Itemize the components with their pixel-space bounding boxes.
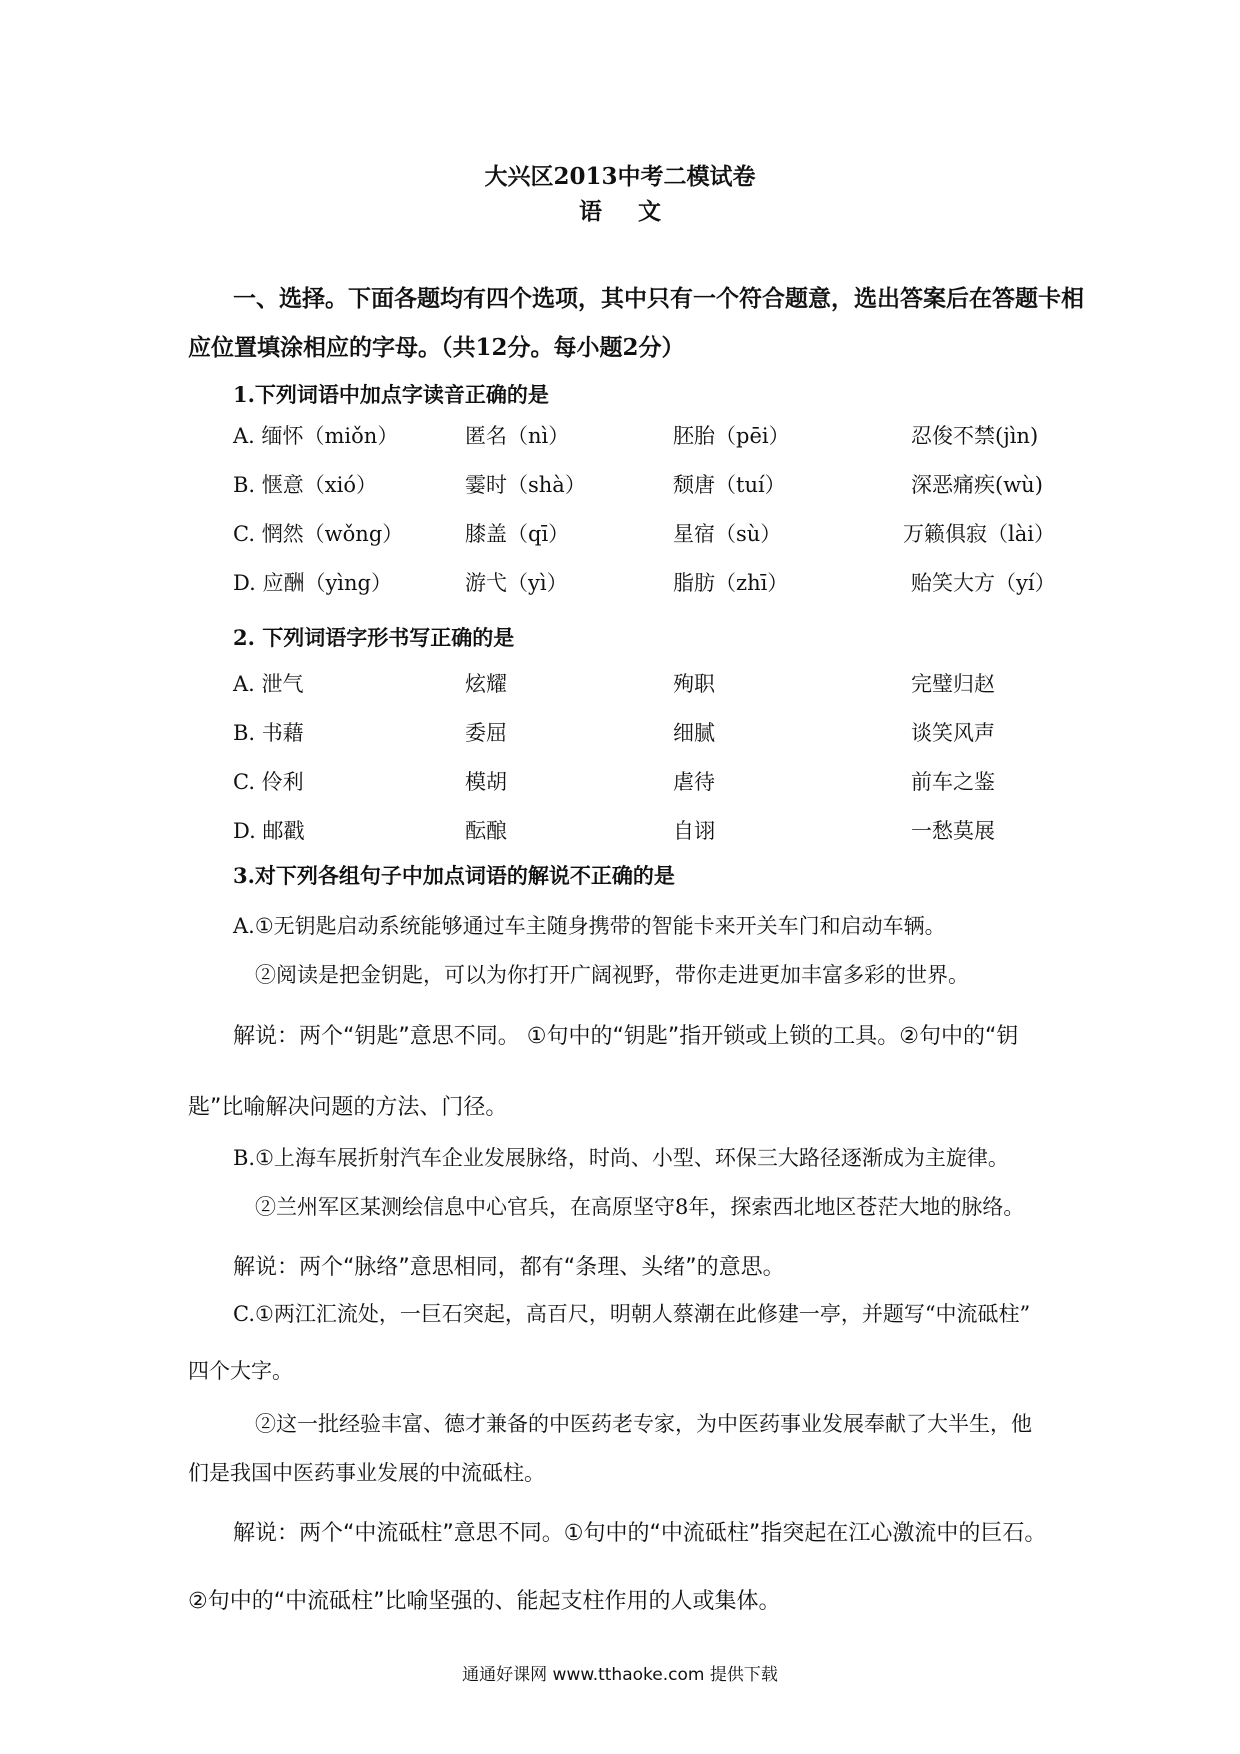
q3-b-sentence2: ②兰州军区某测绘信息中心官兵，在高原坚守8年，探索西北地区苍茫大地的脉络。 xyxy=(255,1195,1025,1219)
q2-option: C. 伶利 xyxy=(233,770,304,794)
q2-option: 炫耀 xyxy=(465,672,507,696)
q1-row-b xyxy=(233,469,1093,499)
q2-option: D. 邮戳 xyxy=(233,819,305,843)
q3-c-sentence1-cont: 四个大字。 xyxy=(188,1359,293,1383)
q3-b-explanation: 解说：两个“脉络”意思相同，都有“条理、头绪”的意思。 xyxy=(233,1255,785,1280)
q1-row-d xyxy=(233,567,1093,597)
q3-b-sentence1: B.①上海车展折射汽车企业发展脉络，时尚、小型、环保三大路径逐渐成为主旋律。 xyxy=(233,1146,1009,1170)
q1-option: D. 应酬（yìng） xyxy=(233,571,392,595)
q2-row-b xyxy=(233,717,1093,747)
q2-option: 殉职 xyxy=(673,672,715,696)
q3-c-explanation2: ②句中的“中流砥柱”比喻坚强的、能起支柱作用的人或集体。 xyxy=(188,1589,781,1614)
subject-title: 语 文 xyxy=(578,198,675,225)
q2-option: B. 书藉 xyxy=(233,721,304,745)
q3-a-sentence1: A.①无钥匙启动系统能够通过车主随身携带的智能卡来开关车门和启动车辆。 xyxy=(233,914,946,938)
q2-option: 一愁莫展 xyxy=(911,819,995,843)
q2-row-a xyxy=(233,668,1093,698)
exam-title: 大兴区2013中考二模试卷 xyxy=(484,163,756,190)
q2-option: 前车之鉴 xyxy=(911,770,995,794)
q2-option: 酝酿 xyxy=(465,819,507,843)
q1-option: 霎时（shà） xyxy=(465,473,586,497)
q2-option: 细腻 xyxy=(673,721,715,745)
q1-option: C. 惘然（wǒng） xyxy=(233,522,404,546)
q1-option: 深恶痛疾(wù) xyxy=(911,473,1043,497)
q1-row-a xyxy=(233,420,1093,450)
q2-option: 自诩 xyxy=(673,819,715,843)
q2-option: 虐待 xyxy=(673,770,715,794)
q1-option: 贻笑大方（yí） xyxy=(911,571,1056,595)
q1-option: 忍俊不禁(jìn) xyxy=(911,424,1039,448)
q1-option: 星宿（sù） xyxy=(673,522,782,546)
q3-a-sentence2: ②阅读是把金钥匙，可以为你打开广阔视野，带你走进更加丰富多彩的世界。 xyxy=(255,963,969,987)
page-footer: 通通好课网 www.tthaoke.com 提供下载 xyxy=(462,1665,778,1685)
q3-c-sentence1: C.①两江汇流处，一巨石突起，高百尺，明朝人蔡潮在此修建一亭，并题写“中流砥柱” xyxy=(233,1302,1031,1326)
q2-option: 谈笑风声 xyxy=(911,721,995,745)
q1-option: 脂肪（zhī） xyxy=(673,571,789,595)
q2-option: A. 泄气 xyxy=(233,672,304,696)
q1-option: A. 缅怀（miǒn） xyxy=(233,424,399,448)
q1-option: 游弋（yì） xyxy=(465,571,568,595)
q1-stem: 1.下列词语中加点字读音正确的是 xyxy=(233,382,549,407)
q1-option: 颓唐（tuí） xyxy=(673,473,786,497)
q3-a-explanation2: 匙”比喻解决问题的方法、门径。 xyxy=(188,1095,508,1120)
section1-line2: 应位置填涂相应的字母。（共12分。每小题2分） xyxy=(188,334,685,361)
q2-option: 模胡 xyxy=(465,770,507,794)
q1-option: 胚胎（pēi） xyxy=(673,424,790,448)
q3-c-sentence2: ②这一批经验丰富、德才兼备的中医药老专家，为中医药事业发展奉献了大半生，他 xyxy=(255,1412,1032,1436)
q2-option: 完璧归赵 xyxy=(911,672,995,696)
q1-option: 膝盖（qī） xyxy=(465,522,570,546)
q3-c-sentence2-cont: 们是我国中医药事业发展的中流砥柱。 xyxy=(188,1461,545,1485)
q1-row-c xyxy=(233,518,1093,548)
q1-option: 万籁俱寂（lài） xyxy=(903,522,1055,546)
q3-stem: 3.对下列各组句子中加点词语的解说不正确的是 xyxy=(233,863,675,888)
q1-option: B. 惬意（xió） xyxy=(233,473,377,497)
q1-option: 匿名（nì） xyxy=(465,424,570,448)
section1-line1: 一、选择。下面各题均有四个选项，其中只有一个符合题意，选出答案后在答题卡相 xyxy=(233,285,1084,312)
q3-a-explanation1: 解说：两个“钥匙”意思不同。 ①句中的“钥匙”指开锁或上锁的工具。②句中的“钥 xyxy=(233,1024,1019,1049)
q3-c-explanation1: 解说：两个“中流砥柱”意思不同。①句中的“中流砥柱”指突起在江心激流中的巨石。 xyxy=(233,1521,1047,1546)
q2-row-c xyxy=(233,766,1093,796)
q2-row-d xyxy=(233,815,1093,845)
q2-option: 委屈 xyxy=(465,721,507,745)
q2-stem: 2. 下列词语字形书写正确的是 xyxy=(233,625,515,650)
